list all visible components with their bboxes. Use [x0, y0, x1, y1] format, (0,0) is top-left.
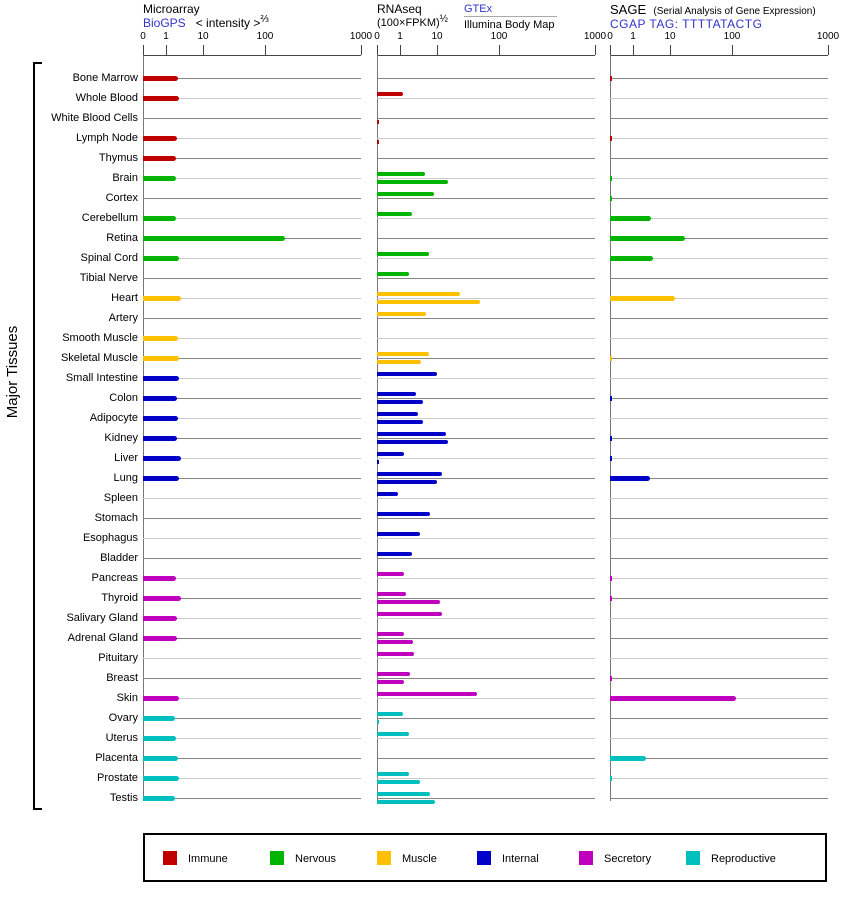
axis-tick-2-0	[610, 45, 611, 55]
panel-left-border-0	[143, 55, 144, 801]
bar-rnaseq-gtex-Esophagus	[377, 532, 420, 536]
row-line-2	[610, 498, 828, 499]
tissue-label: Salivary Gland	[66, 612, 138, 624]
bar-rnaseq-gtex-Cerebellum	[377, 212, 412, 216]
axis-tick-2-1000	[828, 45, 829, 55]
tissue-label: Adipocyte	[89, 412, 138, 424]
axis-tick-label-1-100: 100	[490, 31, 508, 42]
axis-tick-label-2-1: 1	[630, 31, 636, 42]
axis-tick-2-100	[732, 45, 733, 55]
row-line-2	[610, 598, 828, 599]
legend-swatch-secretory	[579, 851, 593, 865]
bar-rnaseq-gtex-Spleen	[377, 492, 398, 496]
bar-sage-Lung	[610, 476, 650, 481]
bar-microarray-Brain	[143, 176, 176, 181]
bar-rnaseq-illumina-Breast	[377, 680, 404, 684]
tissue-label: Testis	[109, 792, 138, 804]
bar-microarray-Adipocyte	[143, 416, 178, 421]
tissue-label: Smooth Muscle	[62, 332, 138, 344]
row-line-1	[377, 638, 595, 639]
axis-tick-label-0-1: 1	[163, 31, 169, 42]
row-line-2	[610, 798, 828, 799]
bar-microarray-Colon	[143, 396, 177, 401]
row-line-2	[610, 678, 828, 679]
panel-left-border-2	[610, 55, 611, 801]
row-line-2	[610, 638, 828, 639]
bar-rnaseq-gtex-Breast	[377, 672, 410, 676]
bar-microarray-Pancreas	[143, 576, 176, 581]
bar-sage-Lymph Node	[610, 136, 612, 141]
bar-sage-Kidney	[610, 436, 612, 441]
axis-tick-1-10	[437, 45, 438, 55]
bar-microarray-Salivary Gland	[143, 616, 177, 621]
row-line-2	[610, 398, 828, 399]
row-line-1	[377, 418, 595, 419]
bar-microarray-Smooth Muscle	[143, 336, 178, 341]
bar-sage-Liver	[610, 456, 612, 461]
bar-microarray-Lymph Node	[143, 136, 177, 141]
tissue-label: White Blood Cells	[51, 112, 138, 124]
row-line-1	[377, 498, 595, 499]
row-line-1	[377, 438, 595, 439]
axis-tick-label-1-1000: 1000	[583, 31, 607, 42]
row-line-1	[377, 558, 595, 559]
biogps-link[interactable]: BioGPS	[143, 16, 186, 30]
tissue-label: Spleen	[103, 492, 138, 504]
bar-rnaseq-illumina-Ovary	[377, 720, 379, 724]
row-line-2	[610, 338, 828, 339]
row-line-1	[377, 98, 595, 99]
row-line-2	[610, 178, 828, 179]
row-line-1	[377, 378, 595, 379]
bar-rnaseq-gtex-Brain	[377, 172, 425, 176]
bar-rnaseq-illumina-Adrenal Gland	[377, 640, 413, 644]
bar-rnaseq-gtex-Testis	[377, 792, 430, 796]
bar-sage-Spinal Cord	[610, 256, 653, 261]
bar-microarray-Spinal Cord	[143, 256, 179, 261]
row-line-1	[377, 338, 595, 339]
bar-rnaseq-gtex-Kidney	[377, 432, 446, 436]
legend-swatch-immune	[163, 851, 177, 865]
bar-rnaseq-gtex-Bladder	[377, 552, 412, 556]
row-line-0	[143, 718, 361, 719]
axis-tick-label-2-1000: 1000	[816, 31, 840, 42]
bar-rnaseq-gtex-Adrenal Gland	[377, 632, 404, 636]
tissue-label: Kidney	[104, 432, 138, 444]
row-line-0	[143, 538, 361, 539]
bar-microarray-Skeletal Muscle	[143, 356, 179, 361]
legend-swatch-muscle	[377, 851, 391, 865]
row-line-0	[143, 498, 361, 499]
axis-tick-0-1	[166, 45, 167, 55]
tissue-label: Cortex	[105, 192, 138, 204]
axis-tick-0-1000	[361, 45, 362, 55]
sage-title-text: SAGE	[610, 2, 647, 17]
row-line-2	[610, 518, 828, 519]
tissue-label: Placenta	[95, 752, 138, 764]
row-line-2	[610, 618, 828, 619]
bar-rnaseq-gtex-Heart	[377, 292, 460, 296]
bar-rnaseq-gtex-Liver	[377, 452, 404, 456]
row-line-0	[143, 558, 361, 559]
tissue-label: Skin	[116, 692, 138, 704]
row-line-1	[377, 238, 595, 239]
tissue-label: Brain	[112, 172, 138, 184]
bar-rnaseq-illumina-Brain	[377, 180, 448, 184]
legend-label-immune: Immune	[188, 853, 228, 865]
row-line-1	[377, 618, 595, 619]
axis-line-panel-1	[377, 55, 595, 56]
bar-rnaseq-illumina-Heart	[377, 300, 480, 304]
row-line-1	[377, 478, 595, 479]
axis-tick-0-100	[265, 45, 266, 55]
axis-tick-label-1-1: 1	[397, 31, 403, 42]
row-line-2	[610, 658, 828, 659]
microarray-unit-exponent: ⅔	[260, 14, 269, 25]
row-line-1	[377, 598, 595, 599]
bar-microarray-Heart	[143, 296, 181, 301]
row-line-2	[610, 738, 828, 739]
row-line-2	[610, 158, 828, 159]
bar-rnaseq-gtex-Lung	[377, 472, 442, 476]
row-line-1	[377, 538, 595, 539]
axis-tick-label-2-0: 0	[607, 31, 613, 42]
row-line-0	[143, 518, 361, 519]
row-line-1	[377, 298, 595, 299]
bar-sage-Skeletal Muscle	[610, 356, 612, 361]
tissue-label: Bone Marrow	[72, 72, 138, 84]
tissue-label: Whole Blood	[75, 92, 138, 104]
bar-rnaseq-gtex-Adipocyte	[377, 412, 418, 416]
tissue-label: Prostate	[97, 772, 138, 784]
row-line-1	[377, 798, 595, 799]
bar-microarray-Skin	[143, 696, 179, 701]
bar-rnaseq-gtex-Tibial Nerve	[377, 272, 409, 276]
axis-tick-1-1	[400, 45, 401, 55]
row-line-1	[377, 138, 595, 139]
illumina-body-map-label: Illumina Body Map	[464, 19, 555, 31]
row-line-2	[610, 118, 828, 119]
bar-sage-Bone Marrow	[610, 76, 612, 81]
panel-left-border-1	[377, 55, 378, 801]
axis-tick-label-1-0: 0	[374, 31, 380, 42]
legend-label-muscle: Muscle	[402, 853, 437, 865]
bar-rnaseq-gtex-Pituitary	[377, 652, 414, 656]
row-line-0	[143, 118, 361, 119]
tissue-label: Liver	[114, 452, 138, 464]
axis-tick-label-0-10: 10	[197, 31, 209, 42]
bar-microarray-Placenta	[143, 756, 178, 761]
row-line-0	[143, 318, 361, 319]
cgap-tag-link[interactable]: CGAP TAG: TTTTATACTG	[610, 17, 763, 31]
row-line-0	[143, 198, 361, 199]
bar-microarray-Liver	[143, 456, 181, 461]
row-line-1	[377, 458, 595, 459]
row-line-1	[377, 658, 595, 659]
category-legend	[143, 833, 827, 882]
tissue-label: Bladder	[100, 552, 138, 564]
axis-tick-label-0-0: 0	[140, 31, 146, 42]
bar-rnaseq-gtex-Uterus	[377, 732, 409, 736]
bar-microarray-Lung	[143, 476, 179, 481]
legend-swatch-internal	[477, 851, 491, 865]
tissue-label: Esophagus	[82, 532, 138, 544]
row-line-1	[377, 318, 595, 319]
tissue-label: Cerebellum	[81, 212, 138, 224]
bar-microarray-Small Intestine	[143, 376, 179, 381]
gtex-link[interactable]: GTEx	[464, 3, 493, 15]
row-line-1	[377, 778, 595, 779]
legend-swatch-nervous	[270, 851, 284, 865]
tissue-label: Small Intestine	[65, 372, 138, 384]
row-line-0	[143, 798, 361, 799]
row-line-2	[610, 358, 828, 359]
tissue-label: Thyroid	[101, 592, 138, 604]
axis-tick-label-0-1000: 1000	[349, 31, 373, 42]
tissue-label: Uterus	[105, 732, 138, 744]
bar-rnaseq-illumina-Thyroid	[377, 600, 440, 604]
bar-microarray-Testis	[143, 796, 175, 801]
bar-sage-Breast	[610, 676, 612, 681]
bar-rnaseq-illumina-Adipocyte	[377, 420, 423, 424]
row-line-1	[377, 118, 595, 119]
row-line-2	[610, 538, 828, 539]
bar-sage-Heart	[610, 296, 675, 301]
tissue-label: Pancreas	[91, 572, 138, 584]
legend-label-secretory: Secretory	[604, 853, 652, 865]
bar-rnaseq-gtex-Skin	[377, 692, 477, 696]
row-line-1	[377, 758, 595, 759]
bar-rnaseq-illumina-White Blood Cells	[377, 120, 379, 124]
row-line-2	[610, 278, 828, 279]
tissue-label: Stomach	[94, 512, 138, 524]
row-line-2	[610, 198, 828, 199]
row-line-1	[377, 678, 595, 679]
bar-sage-Colon	[610, 396, 612, 401]
row-line-1	[377, 278, 595, 279]
row-line-2	[610, 138, 828, 139]
bar-rnaseq-gtex-Colon	[377, 392, 416, 396]
row-line-2	[610, 558, 828, 559]
axis-tick-label-0-100: 100	[256, 31, 274, 42]
row-line-1	[377, 198, 595, 199]
tissue-label: Adrenal Gland	[67, 632, 138, 644]
bar-microarray-Ovary	[143, 716, 175, 721]
row-line-2	[610, 318, 828, 319]
bar-rnaseq-illumina-Skeletal Muscle	[377, 360, 421, 364]
row-line-0	[143, 278, 361, 279]
legend-label-reproductive: Reproductive	[711, 853, 776, 865]
legend-label-nervous: Nervous	[295, 853, 336, 865]
bar-microarray-Thyroid	[143, 596, 181, 601]
row-line-2	[610, 578, 828, 579]
row-line-2	[610, 458, 828, 459]
rnaseq-title-text: RNAseq	[377, 2, 422, 16]
row-line-1	[377, 258, 595, 259]
bar-microarray-Adrenal Gland	[143, 636, 177, 641]
bar-sage-Brain	[610, 176, 612, 181]
bar-rnaseq-illumina-Kidney	[377, 440, 448, 444]
row-line-1	[377, 738, 595, 739]
rnaseq-unit-exponent: ½	[439, 13, 449, 25]
row-line-1	[377, 218, 595, 219]
microarray-unit-label: < intensity >$^{\frac{2}{3}}$	[195, 14, 269, 30]
axis-tick-1-1000	[595, 45, 596, 55]
bar-sage-Cerebellum	[610, 216, 651, 221]
bar-rnaseq-gtex-Thyroid	[377, 592, 406, 596]
bar-rnaseq-gtex-Skeletal Muscle	[377, 352, 429, 356]
major-tissues-label: Major Tissues	[4, 325, 21, 419]
bar-microarray-Kidney	[143, 436, 177, 441]
row-line-0	[143, 678, 361, 679]
row-line-2	[610, 98, 828, 99]
row-line-1	[377, 518, 595, 519]
bar-sage-Prostate	[610, 776, 612, 781]
tissue-label: Breast	[106, 672, 138, 684]
bar-microarray-Whole Blood	[143, 96, 179, 101]
bar-microarray-Uterus	[143, 736, 176, 741]
sage-title-note: (Serial Analysis of Gene Expression)	[653, 6, 816, 17]
bar-microarray-Cerebellum	[143, 216, 176, 221]
bar-sage-Skin	[610, 696, 736, 701]
axis-tick-2-1	[633, 45, 634, 55]
axis-tick-0-0	[143, 45, 144, 55]
bar-sage-Placenta	[610, 756, 646, 761]
row-line-2	[610, 378, 828, 379]
bar-rnaseq-gtex-Whole Blood	[377, 92, 403, 96]
bar-rnaseq-gtex-Pancreas	[377, 572, 404, 576]
bar-rnaseq-illumina-Prostate	[377, 780, 420, 784]
tissue-label: Skeletal Muscle	[60, 352, 138, 364]
bar-rnaseq-illumina-Lung	[377, 480, 437, 484]
legend-swatch-reproductive	[686, 851, 700, 865]
bar-rnaseq-gtex-Cortex	[377, 192, 434, 196]
bar-rnaseq-illumina-Testis	[377, 800, 435, 804]
bar-rnaseq-illumina-Lymph Node	[377, 140, 379, 144]
row-line-1	[377, 78, 595, 79]
bar-rnaseq-gtex-Salivary Gland	[377, 612, 442, 616]
row-line-2	[610, 778, 828, 779]
axis-line-panel-2	[610, 55, 828, 56]
tissue-label: Spinal Cord	[80, 252, 138, 264]
axis-tick-label-1-10: 10	[431, 31, 443, 42]
tissue-label: Tibial Nerve	[79, 272, 138, 284]
axis-tick-label-2-10: 10	[664, 31, 676, 42]
microarray-title-text: Microarray	[143, 2, 200, 16]
row-line-2	[610, 438, 828, 439]
tissue-label: Retina	[106, 232, 138, 244]
axis-line-panel-0	[143, 55, 361, 56]
bar-microarray-Thymus	[143, 156, 176, 161]
tissue-label: Lymph Node	[76, 132, 138, 144]
bar-rnaseq-gtex-Ovary	[377, 712, 403, 716]
bar-sage-Thyroid	[610, 596, 612, 601]
row-line-1	[377, 178, 595, 179]
row-line-1	[377, 718, 595, 719]
bar-sage-Pancreas	[610, 576, 612, 581]
legend-label-internal: Internal	[502, 853, 539, 865]
tissue-label: Heart	[111, 292, 138, 304]
tissue-label: Ovary	[108, 712, 138, 724]
row-line-2	[610, 78, 828, 79]
bar-rnaseq-illumina-Liver	[377, 460, 379, 464]
row-line-1	[377, 698, 595, 699]
bar-sage-Cortex	[610, 196, 612, 201]
row-line-2	[610, 718, 828, 719]
tissue-label: Colon	[109, 392, 138, 404]
bar-rnaseq-gtex-Small Intestine	[377, 372, 437, 376]
axis-tick-label-2-100: 100	[723, 31, 741, 42]
bar-rnaseq-gtex-Spinal Cord	[377, 252, 429, 256]
row-line-1	[377, 358, 595, 359]
tissue-label: Pituitary	[98, 652, 138, 664]
axis-tick-1-100	[499, 45, 500, 55]
rnaseq-unit-label: (100×FPKM)½	[377, 13, 449, 29]
tissue-label: Lung	[113, 472, 138, 484]
bar-sage-Retina	[610, 236, 685, 241]
bar-rnaseq-illumina-Colon	[377, 400, 423, 404]
tissue-label: Thymus	[98, 152, 138, 164]
axis-tick-0-10	[203, 45, 204, 55]
axis-tick-1-0	[377, 45, 378, 55]
row-line-1	[377, 578, 595, 579]
row-line-0	[143, 658, 361, 659]
bar-microarray-Retina	[143, 236, 285, 241]
bar-rnaseq-gtex-Stomach	[377, 512, 430, 516]
row-line-1	[377, 158, 595, 159]
bar-microarray-Bone Marrow	[143, 76, 178, 81]
bar-rnaseq-gtex-Prostate	[377, 772, 409, 776]
row-line-1	[377, 398, 595, 399]
row-line-2	[610, 418, 828, 419]
bar-microarray-Prostate	[143, 776, 179, 781]
bar-rnaseq-gtex-Artery	[377, 312, 426, 316]
tissue-label: Artery	[108, 312, 138, 324]
axis-tick-2-10	[670, 45, 671, 55]
